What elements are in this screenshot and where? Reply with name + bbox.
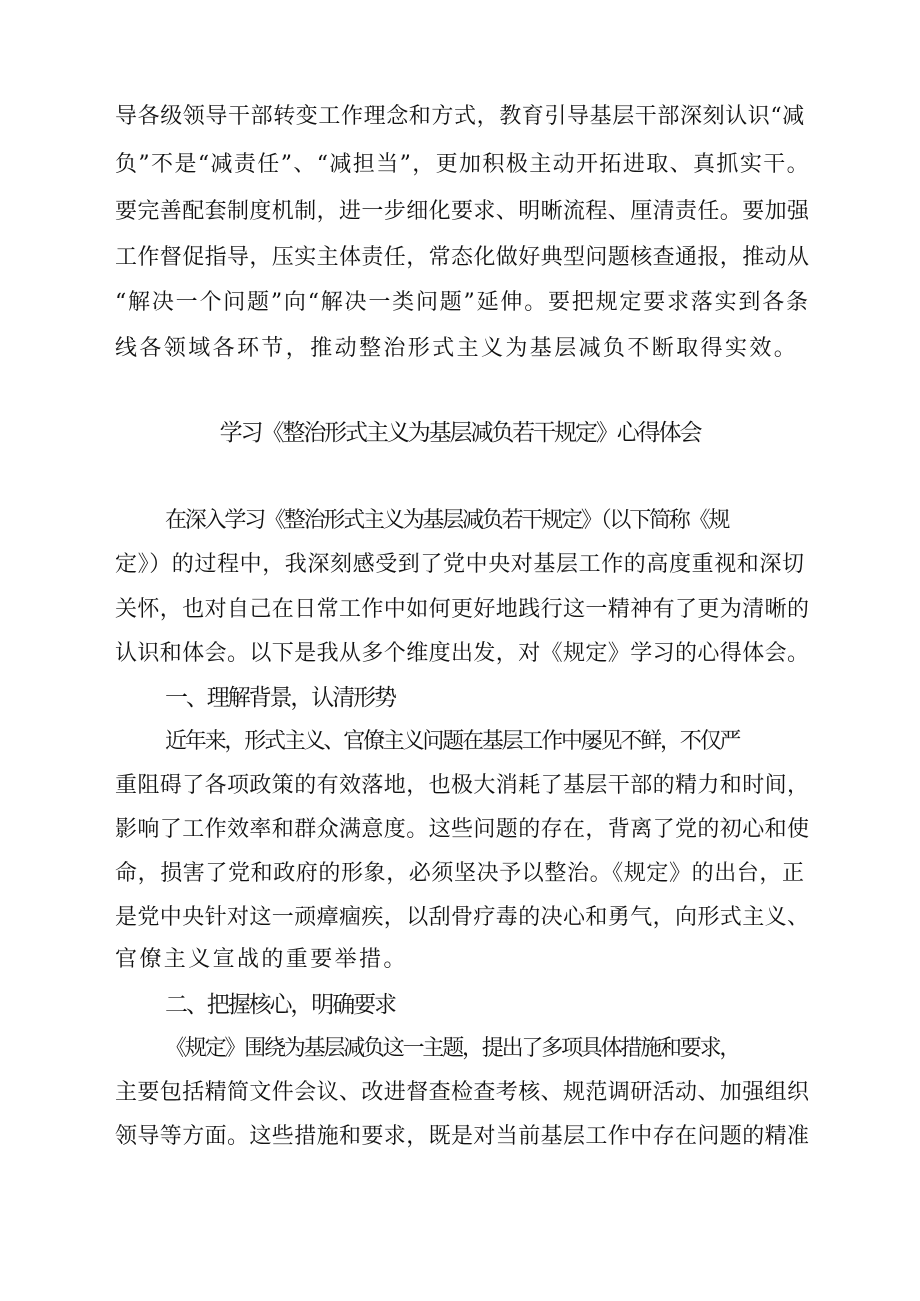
section1-line: 是党中央针对这一顽瘴痼疾，以刮骨疗毒的决心和勇气，向形式主义、 <box>115 905 810 930</box>
section2-line: 主要包括精简文件会议、改进督查检查考核、规范调研活动、加强组织 <box>115 1080 810 1105</box>
opening-line: 认识和体会。以下是我从多个维度出发，对《规定》学习的心得体会。 <box>115 641 810 666</box>
section2-line: 《规定》围绕为基层减负这一主题，提出了多项具体措施和要求， <box>165 1036 740 1061</box>
opening-line: 定》）的过程中，我深刻感受到了党中央对基层工作的高度重视和深切 <box>115 552 805 577</box>
intro-line: 要完善配套制度机制，进一步细化要求、明晰流程、厘清责任。要加强 <box>115 199 810 224</box>
section-heading: 一、理解背景，认清形势 <box>165 685 395 711</box>
section1-line: 影响了工作效率和群众满意度。这些问题的存在，背离了党的初心和使 <box>115 817 810 842</box>
intro-line: 线各领域各环节，推动整治形式主义为基层减负不断取得实效。 <box>115 336 799 361</box>
section1-line: 命，损害了党和政府的形象，必须坚决予以整治。《规定》的出台，正 <box>115 861 805 886</box>
section-heading: 二、把握核心，明确要求 <box>165 992 395 1018</box>
opening-line: 关怀，也对自己在日常工作中如何更好地践行这一精神有了更为清晰的 <box>115 597 810 622</box>
section1-line: 重阻碍了各项政策的有效落地，也极大消耗了基层干部的精力和时间， <box>115 773 810 798</box>
article-title: 学习《整治形式主义为基层减负若干规定》心得体会 <box>219 420 701 446</box>
opening-line: 在深入学习《整治形式主义为基层减负若干规定》（以下简称《规 <box>165 508 729 533</box>
intro-line: 工作督促指导，压实主体责任，常态化做好典型问题核查通报，推动从 <box>115 245 810 270</box>
intro-line: 导各级领导干部转变工作理念和方式，教育引导基层干部深刻认识“减 <box>115 104 805 129</box>
intro-line: 负”不是“减责任”、“减担当”，更加积极主动开拓进取、真抓实干。 <box>115 152 811 177</box>
section1-line: 近年来，形式主义、官僚主义问题在基层工作中屡见不鲜，不仅严 <box>165 729 740 754</box>
intro-line: “解决一个问题”向“解决一类问题”延伸。要把规定要求落实到各条 <box>115 290 810 315</box>
section1-line: 官僚主义宣战的重要举措。 <box>115 947 408 972</box>
section2-line: 领导等方面。这些措施和要求，既是对当前基层工作中存在问题的精准 <box>115 1124 810 1149</box>
